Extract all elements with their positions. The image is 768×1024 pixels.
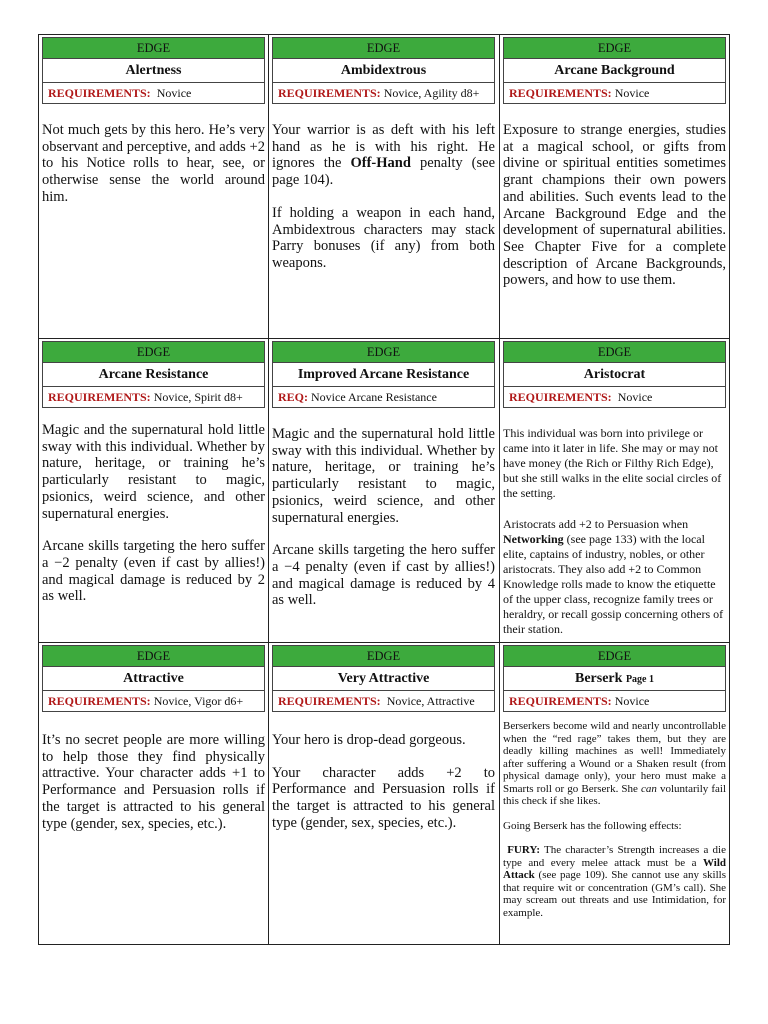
card-title: Improved Arcane Resistance: [273, 363, 494, 387]
card-header: [42, 341, 265, 408]
card-paragraph: Magic and the supernatural hold little sway with this individual. Whether by nature, heritage, or training he’s particularly resistant to magic, psionics, weird science, and other supernatural energies.: [272, 426, 495, 526]
card-paragraph: Exposure to strange energies, studies at a magical school, or gifts from divine or spiritual entities sometimes grant champions their own powers and abilities. Such events lead to the Arcane Background Edge and the development of supernatural abilities. See Chapter Five for a complete description of Arcane Backgrounds, powers, and how to use them.: [503, 122, 726, 289]
fury-term: FURY:: [507, 844, 541, 856]
edge-tag: EDGE: [43, 38, 264, 59]
card-paragraph: Your warrior is as deft with his left hand as he is with his right. He ignores the Off-Hand penalty (see page 104).: [272, 122, 495, 189]
card-title: Berserk Page 1: [504, 667, 725, 691]
requirements-value: Novice, Vigor d6+: [153, 694, 244, 708]
card-body: [42, 732, 265, 832]
card-paragraph: Arcane skills targeting the hero suffer a −4 penalty (even if cast by allies!) and magical damage is reduced by 4 as well.: [272, 542, 495, 609]
requirements: [43, 691, 264, 711]
requirements-value: Novice: [614, 86, 650, 100]
requirements-value: Novice, Agility d8+: [383, 86, 480, 100]
card-paragraph: If holding a weapon in each hand, Ambidextrous characters may stack Parry bonuses (if any) from both weapons.: [272, 204, 495, 271]
card-title: Ambidextrous: [273, 59, 494, 83]
card-title: Attractive: [43, 667, 264, 691]
card-title: Alertness: [43, 59, 264, 83]
card-paragraph: Berserkers become wild and nearly uncontrollable when the “red rage” takes them, but they are deadly killing machines as well! Immediately after suffering a Wound or a Shaken result (from physical damage only), your hero must make a Smarts roll or go Berserk. She can voluntarily fail this check if she likes.: [503, 720, 726, 807]
requirements: [504, 387, 725, 407]
requirements-label: REQUIREMENTS:: [509, 694, 612, 708]
requirements: [273, 387, 494, 407]
edge-tag: EDGE: [43, 646, 264, 667]
requirements-value: Novice, Spirit d8+: [153, 390, 243, 404]
card-title: Very Attractive: [273, 667, 494, 691]
card-improved-arcane-resistance: [269, 341, 498, 625]
card-title: Arcane Resistance: [43, 363, 264, 387]
requirements-label: REQUIREMENTS:: [509, 390, 612, 404]
card-header: [503, 341, 726, 408]
card-body: [503, 720, 726, 919]
requirements-value: Novice Arcane Resistance: [311, 390, 437, 404]
card-paragraph: Magic and the supernatural hold little sway with this individual. Whether by nature, heritage, or training he’s particularly resistant to magic, psionics, weird science, and other supernatural energies.: [42, 422, 265, 522]
requirements: [43, 387, 264, 407]
card-title: Arcane Background: [504, 59, 725, 83]
card-body: [42, 422, 265, 605]
card-attractive: [39, 645, 268, 848]
card-body: [272, 732, 495, 832]
networking-term: Networking: [503, 532, 564, 546]
edge-tag: EDGE: [504, 646, 725, 667]
requirements: [273, 83, 494, 103]
requirements-value: Novice: [156, 86, 192, 100]
requirements-label: REQUIREMENTS:: [48, 694, 151, 708]
requirements: [504, 691, 725, 711]
card-header: [272, 645, 495, 712]
page-marker: Page 1: [625, 674, 654, 685]
edge-tag: EDGE: [43, 342, 264, 363]
card-arcane-background: [500, 37, 729, 305]
card-header: [42, 37, 265, 104]
card-body: [503, 122, 726, 289]
card-header: [503, 645, 726, 712]
requirements: [504, 83, 725, 103]
card-paragraph: FURY: The character’s Strength increases a die type and every melee attack must be a Wild Attack (see page 109). She cannot use any skills that require wit or concentration (GM’s call). She may scream out threats and use Intimidation, for example.: [503, 844, 726, 919]
card-arcane-resistance: [39, 341, 268, 621]
requirements: [43, 83, 264, 103]
requirements: [273, 691, 494, 711]
requirements-label: REQ:: [278, 390, 308, 404]
card-paragraph: Arcane skills targeting the hero suffer a −2 penalty (even if cast by allies!) and magical damage is reduced by 2 as well.: [42, 538, 265, 605]
requirements-label: REQUIREMENTS:: [278, 694, 381, 708]
requirements-label: REQUIREMENTS:: [278, 86, 381, 100]
edge-tag: EDGE: [273, 38, 494, 59]
edge-tag: EDGE: [273, 342, 494, 363]
card-paragraph: Your character adds +2 to Performance and Persuasion rolls if the target is attracted to his general type (gender, sex, species, etc.).: [272, 764, 495, 831]
edge-tag: EDGE: [504, 38, 725, 59]
edge-tag: EDGE: [273, 646, 494, 667]
requirements-value: Novice: [614, 694, 650, 708]
card-header: [503, 37, 726, 104]
card-header: [272, 341, 495, 408]
edge-tag: EDGE: [504, 342, 725, 363]
card-ambidextrous: [269, 37, 498, 288]
requirements-label: REQUIREMENTS:: [509, 86, 612, 100]
card-paragraph: Your hero is drop-dead gorgeous.: [272, 732, 466, 748]
card-aristocrat: [500, 341, 729, 653]
requirements-label: REQUIREMENTS:: [48, 86, 151, 100]
card-very-attractive: [269, 645, 498, 848]
card-body: [272, 122, 495, 272]
card-body: [503, 426, 726, 637]
card-header: [42, 645, 265, 712]
card-paragraph: This individual was born into privilege or came into it later in life. She may or may not have money (the Rich or Filthy Rich Edge), but she still walks in the elite social circles of the setting.: [503, 426, 722, 500]
card-paragraph: Not much gets by this hero. He’s very observant and perceptive, and adds +2 to his Notice rolls to hear, see, or otherwise sense the world around him.: [42, 122, 265, 205]
row-divider: [38, 338, 730, 339]
card-paragraph: Going Berserk has the following effects:: [503, 819, 682, 832]
card-berserk: [500, 645, 729, 919]
card-paragraph: Aristocrats add +2 to Persuasion when Networking (see page 133) with the local elite, captains of industry, nobles, or other aristocrats. They also add +2 to Common Knowledge rolls made to know the etiquette of the upper class, recognize family trees or heraldry, or recall gossip concerning others of their station.: [503, 517, 724, 636]
requirements-value: Novice: [617, 390, 653, 404]
requirements-value: Novice, Attractive: [386, 694, 475, 708]
can-emphasis: can: [641, 782, 657, 795]
card-paragraph: It’s no secret people are more willing to help those they find physically attractive. Your character adds +1 to Performance and Persuasion rolls if the target is attracted to his general type (gender, sex, species, etc.).: [42, 732, 265, 832]
requirements-label: REQUIREMENTS:: [48, 390, 151, 404]
card-body: [42, 122, 265, 206]
off-hand-term: Off-Hand: [350, 155, 411, 172]
card-title: Aristocrat: [504, 363, 725, 387]
card-alertness: [39, 37, 268, 222]
card-body: [272, 426, 495, 609]
wild-attack-term: Wild Attack: [503, 856, 726, 881]
card-header: [272, 37, 495, 104]
